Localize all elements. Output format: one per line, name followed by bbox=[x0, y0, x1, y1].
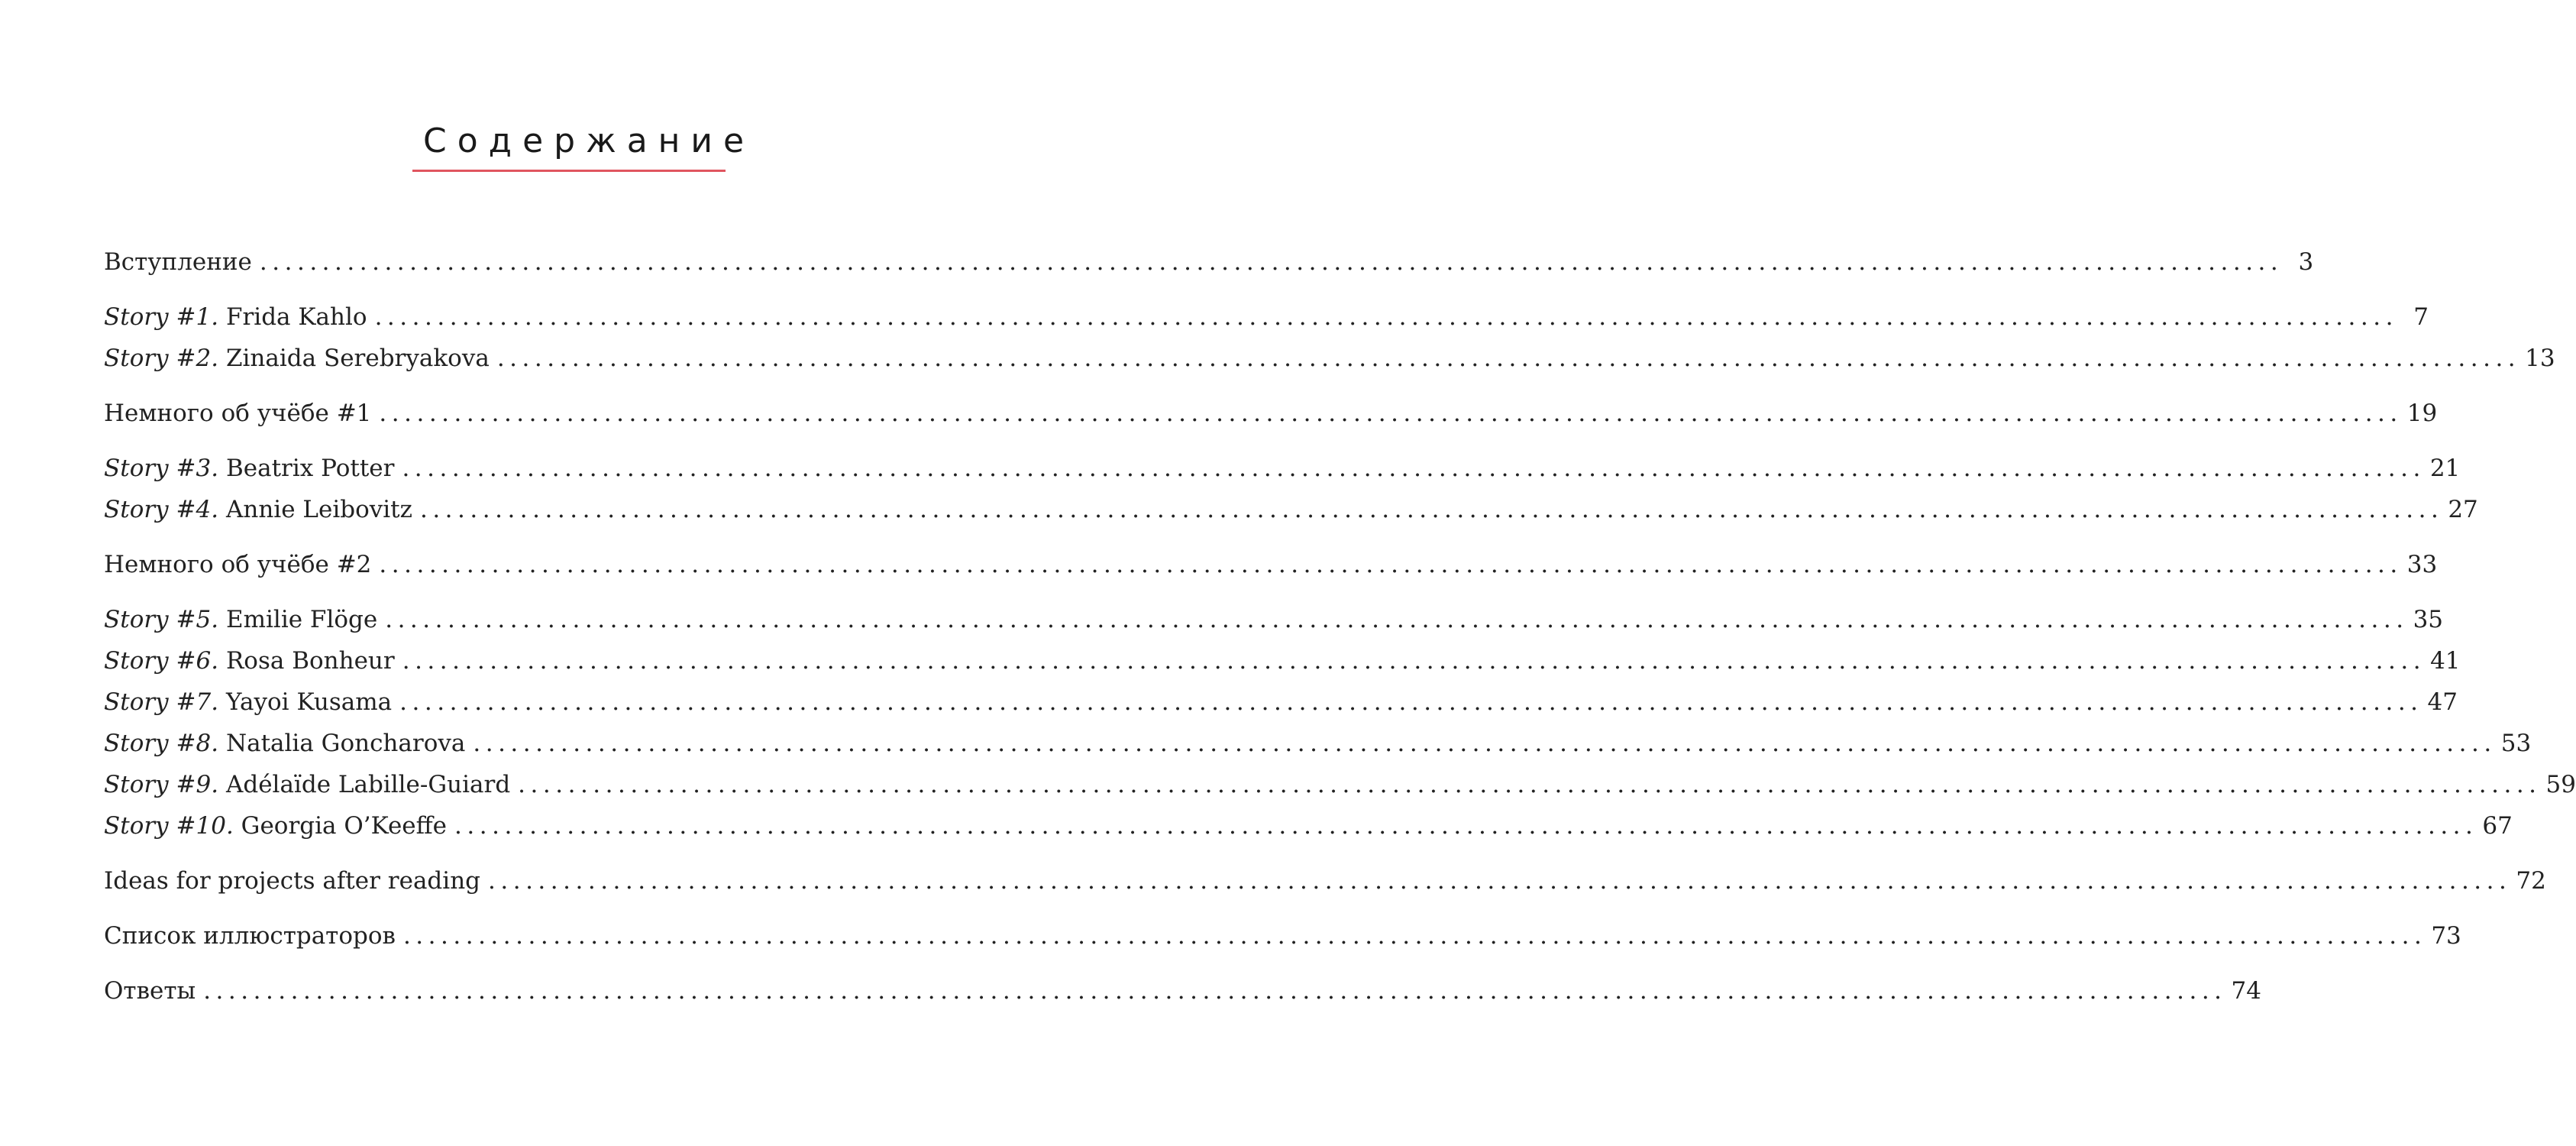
toc-entry[interactable] bbox=[104, 544, 2438, 585]
toc-dot-leader: .................................................................................................................................................................. bbox=[402, 647, 2426, 675]
toc-entry-prefix: Story #6. bbox=[104, 647, 219, 675]
toc-entry-label: Emilie Flöge bbox=[218, 606, 378, 633]
toc-page-number: 7 bbox=[2413, 303, 2429, 331]
toc-entry-title bbox=[104, 764, 510, 805]
toc-entry-prefix: Story #2. bbox=[104, 345, 219, 372]
toc-entry[interactable] bbox=[104, 393, 2438, 434]
toc-page-number: 59 bbox=[2545, 771, 2576, 798]
toc-entry-title bbox=[104, 805, 447, 847]
toc-dot-leader: .................................................................................................................................................................. bbox=[496, 345, 2521, 372]
toc-entry-label: Yayoi Kusama bbox=[218, 688, 393, 716]
toc-dot-leader: .................................................................................................................................................................. bbox=[402, 922, 2427, 950]
toc-entry[interactable] bbox=[104, 764, 2576, 805]
toc-entry-prefix: Story #8. bbox=[104, 730, 219, 757]
toc-entry-label: Ответы bbox=[104, 977, 196, 1005]
toc-page-number: 13 bbox=[2525, 345, 2555, 372]
toc-entry-label: Немного об учёбе #2 bbox=[104, 551, 372, 578]
toc-entry-prefix: Story #1. bbox=[104, 303, 219, 331]
toc-page-number: 19 bbox=[2406, 400, 2438, 427]
title-container bbox=[412, 116, 755, 167]
toc-entry-prefix: Story #9. bbox=[104, 771, 219, 798]
toc-entry[interactable] bbox=[104, 640, 2461, 681]
toc-entry-title bbox=[104, 296, 367, 338]
toc-entry[interactable] bbox=[104, 723, 2532, 764]
toc-entry-title bbox=[104, 544, 371, 585]
toc-entry-label: Zinaida Serebryakova bbox=[218, 345, 490, 372]
toc-page-number: 21 bbox=[2429, 455, 2461, 482]
toc-entry-title bbox=[104, 723, 465, 764]
title-underline bbox=[412, 170, 726, 172]
toc-entry-title bbox=[104, 640, 395, 681]
toc-entry-title bbox=[104, 393, 371, 434]
toc-page-number: 27 bbox=[2448, 496, 2478, 523]
toc-dot-leader: .................................................................................................................................................................. bbox=[419, 496, 2444, 523]
toc-entry[interactable] bbox=[104, 296, 2429, 338]
toc-entry-prefix: Story #7. bbox=[104, 688, 219, 716]
page-title: Содержание bbox=[423, 121, 755, 160]
toc-entry-title bbox=[104, 681, 392, 723]
toc-entry-label: Natalia Goncharova bbox=[218, 730, 466, 757]
toc-entry-label: Список иллюстраторов bbox=[104, 922, 396, 950]
toc-entry[interactable] bbox=[104, 970, 2261, 1012]
toc-page-number: 33 bbox=[2406, 551, 2438, 578]
toc-page-number: 67 bbox=[2482, 812, 2513, 840]
toc-page-number: 41 bbox=[2430, 647, 2461, 675]
toc-entry-title bbox=[104, 338, 490, 379]
toc-entry-prefix: Story #10. bbox=[104, 812, 234, 840]
toc-entry-prefix: Story #4. bbox=[104, 496, 219, 523]
toc-entry-label: Annie Leibovitz bbox=[218, 496, 412, 523]
toc-entry[interactable] bbox=[104, 805, 2513, 847]
toc-dot-leader: .................................................................................................................................................................. bbox=[402, 455, 2426, 482]
toc-dot-leader: .................................................................................................................................................................. bbox=[385, 606, 2409, 633]
toc-entry[interactable] bbox=[104, 489, 2478, 530]
toc-entry-title bbox=[104, 448, 394, 489]
toc-entry-label: Frida Kahlo bbox=[218, 303, 367, 331]
toc-dot-leader: .................................................................................................................................................................. bbox=[454, 812, 2478, 840]
toc-dot-leader: .................................................................................................................................................................. bbox=[518, 771, 2542, 798]
toc-entry-label: Ideas for projects after reading bbox=[104, 867, 481, 895]
toc-entry[interactable] bbox=[104, 915, 2461, 957]
toc-page-number: 74 bbox=[2231, 977, 2261, 1005]
toc-dot-leader: .................................................................................................................................................................. bbox=[379, 551, 2403, 578]
toc-entry-label: Вступление bbox=[104, 248, 252, 276]
toc-entry[interactable] bbox=[104, 860, 2546, 902]
toc-entry-prefix: Story #3. bbox=[104, 455, 219, 482]
toc-dot-leader: .................................................................................................................................................................. bbox=[203, 977, 2227, 1005]
toc-entry[interactable] bbox=[104, 338, 2555, 379]
toc-entry-title bbox=[104, 599, 377, 640]
toc-page-number: 35 bbox=[2413, 606, 2444, 633]
toc-dot-leader: .................................................................................................................................................................. bbox=[259, 248, 2283, 276]
toc-page-number: 73 bbox=[2431, 922, 2461, 950]
toc-dot-leader: .................................................................................................................................................................. bbox=[379, 400, 2403, 427]
toc-dot-leader: .................................................................................................................................................................. bbox=[374, 303, 2398, 331]
toc-entry-title bbox=[104, 970, 196, 1012]
toc-page-number: 47 bbox=[2427, 688, 2458, 716]
toc-entry-title bbox=[104, 489, 412, 530]
toc-entry-title bbox=[104, 241, 252, 283]
toc-entry-label: Немного об учёбе #1 bbox=[104, 400, 372, 427]
toc-page-number: 53 bbox=[2500, 730, 2532, 757]
toc-entry-prefix: Story #5. bbox=[104, 606, 219, 633]
toc-entry-title bbox=[104, 915, 396, 957]
toc-entry[interactable] bbox=[104, 448, 2461, 489]
toc-entry-label: Georgia O’Keeffe bbox=[233, 812, 448, 840]
toc-entry-label: Adélaïde Labille-Guiard bbox=[218, 771, 511, 798]
toc-entry[interactable] bbox=[104, 599, 2444, 640]
toc-entry[interactable] bbox=[104, 241, 2314, 283]
toc-entry-label: Beatrix Potter bbox=[218, 455, 395, 482]
toc-entry[interactable] bbox=[104, 681, 2458, 723]
toc-entry-title bbox=[104, 860, 480, 902]
toc-page-number: 3 bbox=[2298, 248, 2314, 276]
toc-dot-leader: .................................................................................................................................................................. bbox=[488, 867, 2512, 895]
toc-page-number: 72 bbox=[2516, 867, 2546, 895]
toc-dot-leader: .................................................................................................................................................................. bbox=[399, 688, 2423, 716]
toc-dot-leader: .................................................................................................................................................................. bbox=[473, 730, 2497, 757]
toc-entry-label: Rosa Bonheur bbox=[218, 647, 395, 675]
